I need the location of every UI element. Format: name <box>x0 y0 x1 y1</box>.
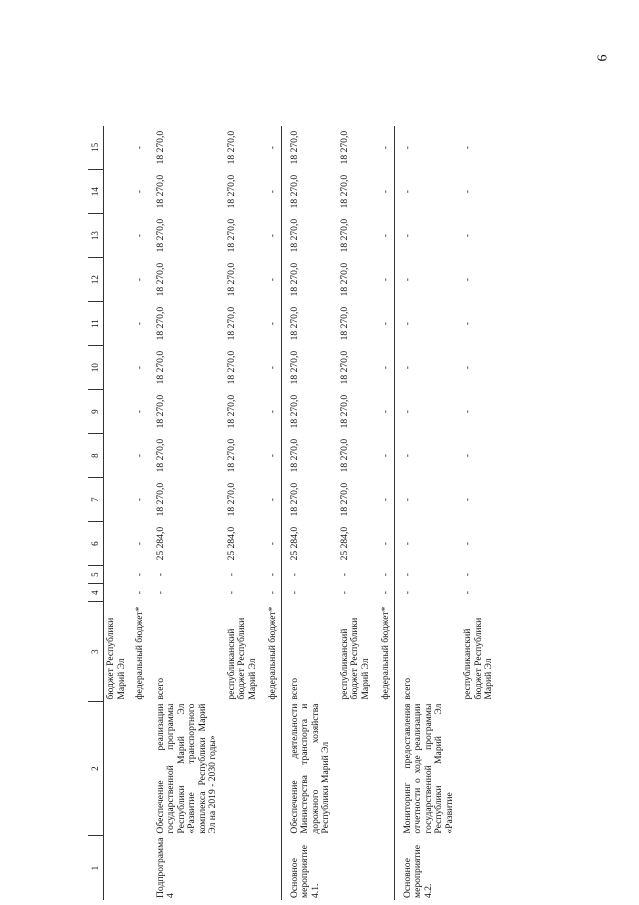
value-cell-col-5: - <box>267 573 278 577</box>
column-number-5: 5 <box>88 566 104 584</box>
value-cell-col-8: - <box>380 454 391 458</box>
value-cell-col-5: - <box>134 573 145 577</box>
value-cell-col-4: - <box>338 591 350 595</box>
value-cell-col-7: 18 270,0 <box>338 482 350 517</box>
funding-source-cell: федеральный бюджет* <box>134 606 145 700</box>
value-cell-col-6: - <box>401 542 413 546</box>
program-cell <box>334 836 374 900</box>
column-number-7: 7 <box>88 478 104 522</box>
column-number-13: 13 <box>88 214 104 258</box>
table-row <box>129 126 148 900</box>
table-row <box>394 126 457 900</box>
value-cell-col-12: 18 270,0 <box>288 262 300 297</box>
value-cell-col-4: - <box>134 591 145 595</box>
value-cell-col-15: 18 270,0 <box>288 130 300 165</box>
value-cell-col-9: - <box>401 410 413 414</box>
value-cell-col-12: 18 270,0 <box>338 262 350 297</box>
value-cell-col-4: - <box>288 591 300 595</box>
description-cell <box>260 702 281 836</box>
value-cell-col-6: - <box>380 542 391 546</box>
program-cell: Основное мероприятие 4.2. <box>401 845 434 898</box>
value-cell-col-13: - <box>134 234 145 238</box>
description-cell <box>129 702 148 836</box>
value-cell-col-9: 18 270,0 <box>154 394 166 429</box>
value-cell-col-14: - <box>134 190 145 194</box>
program-cell: Подпрограмма 4 <box>154 837 176 898</box>
value-cell-col-15: 18 270,0 <box>225 130 237 165</box>
value-cell-col-11: 18 270,0 <box>154 306 166 341</box>
program-cell <box>457 836 497 900</box>
column-number-12: 12 <box>88 258 104 302</box>
funding-source-cell: всего <box>401 678 413 700</box>
value-cell-col-15 <box>104 126 130 170</box>
value-cell-col-4: - <box>462 591 473 595</box>
value-cell-col-6: 25 284,0 <box>288 526 300 561</box>
value-cell-col-5 <box>104 566 130 584</box>
value-cell-col-6: 25 284,0 <box>225 526 237 561</box>
table-row <box>457 126 497 900</box>
funding-source-cell: бюджет Республики Марий Эл <box>105 617 127 700</box>
value-cell-col-5: - <box>462 573 473 577</box>
column-number-14: 14 <box>88 170 104 214</box>
value-cell-col-13: - <box>462 234 473 238</box>
value-cell-col-13: 18 270,0 <box>338 218 350 253</box>
value-cell-col-7: 18 270,0 <box>225 482 237 517</box>
column-number-6: 6 <box>88 522 104 566</box>
funding-source-cell: всего <box>288 678 300 700</box>
value-cell-col-6: - <box>462 542 473 546</box>
description-cell <box>373 702 394 836</box>
value-cell-col-11: - <box>380 322 391 326</box>
value-cell-col-12: 18 270,0 <box>154 262 166 297</box>
value-cell-col-12: - <box>401 278 413 282</box>
funding-source-cell: всего <box>154 678 166 700</box>
value-cell-col-5: - <box>225 573 237 577</box>
value-cell-col-6: 25 284,0 <box>154 526 166 561</box>
value-cell-col-10: 18 270,0 <box>338 350 350 385</box>
value-cell-col-10: 18 270,0 <box>154 350 166 385</box>
table-row <box>373 126 394 900</box>
value-cell-col-12: - <box>267 278 278 282</box>
table-body <box>104 126 497 900</box>
value-cell-col-5: - <box>154 573 166 577</box>
program-cell <box>221 836 261 900</box>
description-cell <box>457 702 497 836</box>
program-cell <box>373 836 394 900</box>
value-cell-col-11: - <box>462 322 473 326</box>
value-cell-col-14: - <box>267 190 278 194</box>
value-cell-col-12: - <box>462 278 473 282</box>
value-cell-col-10: - <box>380 366 391 370</box>
value-cell-col-8: - <box>462 454 473 458</box>
value-cell-col-6: - <box>134 542 145 546</box>
program-cell: Основное мероприятие 4.1. <box>288 845 321 898</box>
value-cell-col-8: 18 270,0 <box>338 438 350 473</box>
value-cell-col-7 <box>104 478 130 522</box>
description-cell <box>104 702 130 836</box>
value-cell-col-15: - <box>134 146 145 150</box>
description-cell <box>334 702 374 836</box>
column-number-11: 11 <box>88 302 104 346</box>
description-cell: Обеспечение реализации государственной программы Республики Марий Эл «Развитие транспортного комплекса Республики Марий Эл на 2019 - 2030 годы» <box>154 703 218 834</box>
value-cell-col-9: - <box>462 410 473 414</box>
value-cell-col-7: - <box>134 498 145 502</box>
value-cell-col-7: - <box>401 498 413 502</box>
program-cell <box>104 836 130 900</box>
funding-source-cell: федеральный бюджет* <box>267 606 278 700</box>
value-cell-col-14: 18 270,0 <box>225 174 237 209</box>
value-cell-col-8: - <box>134 454 145 458</box>
column-number-8: 8 <box>88 434 104 478</box>
value-cell-col-12: - <box>134 278 145 282</box>
value-cell-col-12: - <box>380 278 391 282</box>
value-cell-col-14: - <box>401 190 413 194</box>
value-cell-col-9: - <box>134 410 145 414</box>
funding-source-cell: республиканский бюджет Республики Марий Эл <box>338 617 371 700</box>
value-cell-col-13: 18 270,0 <box>154 218 166 253</box>
value-cell-col-10: 18 270,0 <box>288 350 300 385</box>
table-row <box>334 126 374 900</box>
value-cell-col-13: 18 270,0 <box>288 218 300 253</box>
table-row <box>104 126 130 900</box>
value-cell-col-5: - <box>338 573 350 577</box>
value-cell-col-4: - <box>154 591 166 595</box>
value-cell-col-15: 18 270,0 <box>154 130 166 165</box>
value-cell-col-11: - <box>134 322 145 326</box>
value-cell-col-8: 18 270,0 <box>225 438 237 473</box>
column-number-15: 15 <box>88 126 104 170</box>
value-cell-col-13: - <box>401 234 413 238</box>
value-cell-col-8: - <box>267 454 278 458</box>
value-cell-col-12: 18 270,0 <box>225 262 237 297</box>
value-cell-col-11: - <box>267 322 278 326</box>
value-cell-col-4: - <box>267 591 278 595</box>
value-cell-col-8: 18 270,0 <box>154 438 166 473</box>
table-row <box>260 126 281 900</box>
value-cell-col-7: - <box>462 498 473 502</box>
value-cell-col-7: 18 270,0 <box>288 482 300 517</box>
budget-table <box>88 126 497 900</box>
value-cell-col-15: - <box>267 146 278 150</box>
value-cell-col-14: - <box>462 190 473 194</box>
value-cell-col-8: - <box>401 454 413 458</box>
value-cell-col-10 <box>104 346 130 390</box>
description-cell: Мониторинг предоставления отчетности о ходе реализации государственной программы Республики Марий Эл «Развитие <box>401 703 455 834</box>
value-cell-col-4: - <box>380 591 391 595</box>
column-number-10: 10 <box>88 346 104 390</box>
value-cell-col-5: - <box>401 573 413 577</box>
value-cell-col-10: - <box>462 366 473 370</box>
funding-source-cell: федеральный бюджет* <box>380 606 391 700</box>
value-cell-col-10: - <box>401 366 413 370</box>
value-cell-col-10: - <box>267 366 278 370</box>
value-cell-col-14: - <box>380 190 391 194</box>
value-cell-col-7: - <box>267 498 278 502</box>
column-number-header-row <box>88 126 104 900</box>
funding-source-cell: республиканский бюджет Республики Марий Эл <box>225 617 258 700</box>
table-row <box>281 126 334 900</box>
value-cell-col-13: 18 270,0 <box>225 218 237 253</box>
value-cell-col-6: 25 284,0 <box>338 526 350 561</box>
value-cell-col-9: - <box>267 410 278 414</box>
value-cell-col-14: 18 270,0 <box>338 174 350 209</box>
value-cell-col-6 <box>104 522 130 566</box>
value-cell-col-9: 18 270,0 <box>288 394 300 429</box>
table-row <box>148 126 221 900</box>
value-cell-col-11: 18 270,0 <box>288 306 300 341</box>
value-cell-col-9: 18 270,0 <box>225 394 237 429</box>
column-number-2: 2 <box>88 702 104 836</box>
value-cell-col-7: - <box>380 498 391 502</box>
value-cell-col-11: 18 270,0 <box>225 306 237 341</box>
value-cell-col-9: - <box>380 410 391 414</box>
value-cell-col-8 <box>104 434 130 478</box>
value-cell-col-15: 18 270,0 <box>338 130 350 165</box>
funding-source-cell: республиканский бюджет Республики Марий Эл <box>462 617 494 700</box>
value-cell-col-13: - <box>267 234 278 238</box>
page-number: 6 <box>595 54 611 62</box>
value-cell-col-14: 18 270,0 <box>288 174 300 209</box>
value-cell-col-4: - <box>401 591 413 595</box>
program-cell <box>260 836 281 900</box>
value-cell-col-5: - <box>380 573 391 577</box>
value-cell-col-11: - <box>401 322 413 326</box>
description-cell: Обеспечение деятельности Министерства транспорта и дорожного хозяйства Республики Марий Эл <box>288 703 331 834</box>
table-row <box>221 126 261 900</box>
value-cell-col-11: 18 270,0 <box>338 306 350 341</box>
program-cell <box>129 836 148 900</box>
value-cell-col-9: 18 270,0 <box>338 394 350 429</box>
column-number-4: 4 <box>88 584 104 602</box>
value-cell-col-15: - <box>380 146 391 150</box>
value-cell-col-12 <box>104 258 130 302</box>
value-cell-col-4 <box>104 584 130 602</box>
value-cell-col-10: 18 270,0 <box>225 350 237 385</box>
description-cell <box>221 702 261 836</box>
value-cell-col-11 <box>104 302 130 346</box>
value-cell-col-13 <box>104 214 130 258</box>
value-cell-col-15: - <box>462 146 473 150</box>
column-number-3: 3 <box>88 602 104 702</box>
value-cell-col-5: - <box>288 573 300 577</box>
value-cell-col-6: - <box>267 542 278 546</box>
value-cell-col-7: 18 270,0 <box>154 482 166 517</box>
column-number-9: 9 <box>88 390 104 434</box>
value-cell-col-10: - <box>134 366 145 370</box>
column-number-1: 1 <box>88 836 104 900</box>
value-cell-col-15: - <box>401 146 413 150</box>
value-cell-col-14 <box>104 170 130 214</box>
value-cell-col-9 <box>104 390 130 434</box>
value-cell-col-14: 18 270,0 <box>154 174 166 209</box>
value-cell-col-4: - <box>225 591 237 595</box>
value-cell-col-8: 18 270,0 <box>288 438 300 473</box>
value-cell-col-13: - <box>380 234 391 238</box>
